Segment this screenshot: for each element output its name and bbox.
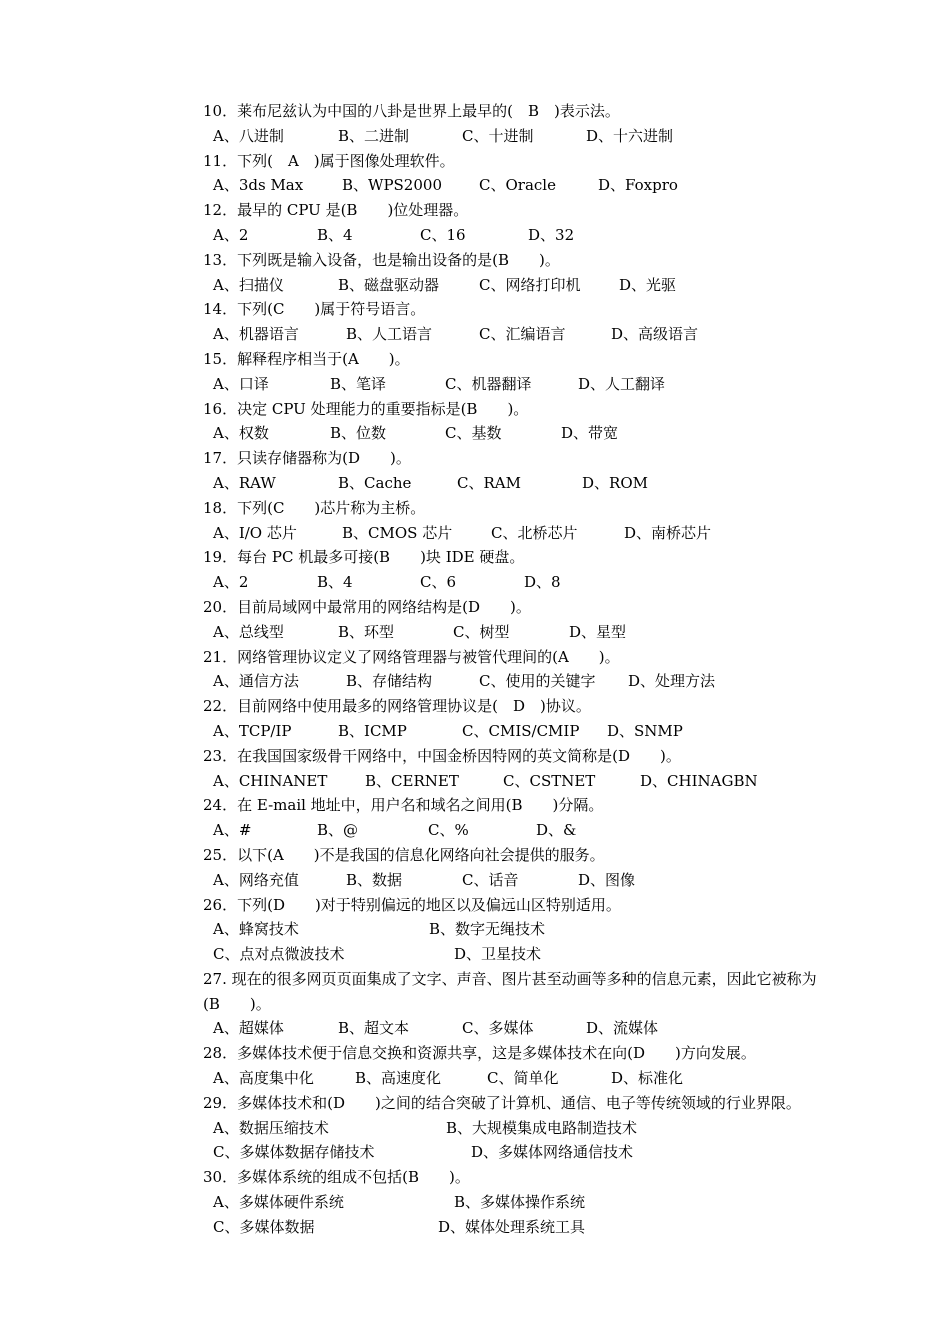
option-a: A、多媒体硬件系统 [213, 1193, 344, 1212]
option-a: A、口译 [213, 374, 269, 393]
options-16 [203, 421, 873, 446]
option-c: C、网络打印机 [479, 275, 581, 294]
option-b: B、ICMP [338, 721, 407, 740]
options-29-row2 [203, 1140, 873, 1165]
option-b: B、WPS2000 [342, 176, 442, 195]
options-23 [203, 769, 873, 794]
question-20: 20．目前局域网中最常用的网络结构是(D )。 [203, 597, 531, 616]
option-b: B、CMOS 芯片 [342, 523, 453, 542]
option-b: B、超文本 [338, 1019, 410, 1038]
option-a: A、# [213, 821, 252, 840]
option-a: A、RAW [213, 473, 276, 492]
option-c: C、基数 [445, 424, 502, 443]
question-17: 17．只读存储器称为(D )。 [203, 449, 411, 468]
question-11: 11．下列( A )属于图像处理软件。 [203, 151, 455, 170]
question-27: 27. 现在的很多网页页面集成了文字、声音、图片甚至动画等多种的信息元素，因此它被称为(B )。 [203, 969, 817, 1013]
option-b: B、大规模集成电路制造技术 [446, 1118, 638, 1137]
question-14: 14．下列(C )属于符号语言。 [203, 300, 426, 319]
question-21: 21．网络管理协议定义了网络管理器与被管代理间的(A )。 [203, 647, 620, 666]
option-b: B、多媒体操作系统 [454, 1193, 586, 1212]
option-a: A、I/O 芯片 [213, 523, 297, 542]
option-c: C、使用的关键字 [479, 672, 596, 691]
option-d: D、人工翻译 [578, 374, 666, 393]
option-c: C、简单化 [487, 1069, 559, 1088]
option-b: B、存储结构 [346, 672, 433, 691]
question-list [203, 99, 873, 1240]
option-c: C、Oracle [479, 176, 556, 195]
option-d: D、SNMP [607, 721, 683, 740]
option-d: D、媒体处理系统工具 [438, 1217, 586, 1236]
option-c: C、话音 [462, 870, 519, 889]
option-d: D、南桥芯片 [624, 523, 712, 542]
options-14 [203, 322, 873, 347]
options-28 [203, 1066, 873, 1091]
option-d: D、& [536, 821, 577, 840]
option-c: C、树型 [453, 622, 510, 641]
option-a: A、TCP/IP [213, 721, 292, 740]
options-13 [203, 273, 873, 298]
option-b: B、数字无绳技术 [429, 920, 546, 939]
options-24 [203, 818, 873, 843]
question-29: 29．多媒体技术和(D )之间的结合突破了计算机、通信、电子等传统领域的行业界限。 [203, 1093, 801, 1112]
option-b: B、人工语言 [346, 325, 433, 344]
options-30-row1 [203, 1190, 873, 1215]
option-a: A、CHINANET [213, 771, 328, 790]
options-10 [203, 124, 873, 149]
option-b: B、笔译 [330, 374, 387, 393]
option-d: D、高级语言 [611, 325, 699, 344]
option-d: D、卫星技术 [454, 945, 542, 964]
question-22: 22．目前网络中使用最多的网络管理协议是( D )协议。 [203, 697, 591, 716]
option-c: C、CMIS/CMIP [462, 721, 580, 740]
question-25: 25．以下(A )不是我国的信息化网络向社会提供的服务。 [203, 845, 605, 864]
question-24: 24．在 E-mail 地址中，用户名和域名之间用(B )分隔。 [203, 796, 604, 815]
option-d: D、Foxpro [598, 176, 678, 195]
option-c: C、点对点微波技术 [213, 945, 345, 964]
option-c: C、北桥芯片 [491, 523, 578, 542]
options-27 [203, 1016, 873, 1041]
option-c: C、% [428, 821, 469, 840]
option-a: A、2 [213, 573, 249, 592]
option-b: B、环型 [338, 622, 395, 641]
options-29-row1 [203, 1116, 873, 1141]
question-13: 13．下列既是输入设备，也是输出设备的是(B )。 [203, 250, 560, 269]
question-15: 15．解释程序相当于(A )。 [203, 349, 410, 368]
option-a: A、八进制 [213, 126, 284, 145]
options-20 [203, 620, 873, 645]
question-12: 12．最早的 CPU 是(B )位处理器。 [203, 201, 469, 220]
question-26: 26．下列(D )对于特别偏远的地区以及偏远山区特别适用。 [203, 895, 621, 914]
options-25 [203, 868, 873, 893]
option-c: C、机器翻译 [445, 374, 532, 393]
option-c: C、多媒体数据存储技术 [213, 1143, 375, 1162]
option-b: B、高速度化 [355, 1069, 442, 1088]
options-19 [203, 570, 873, 595]
question-23: 23．在我国国家级骨干网络中，中国金桥因特网的英文简称是(D )。 [203, 746, 681, 765]
option-a: A、机器语言 [213, 325, 299, 344]
option-c: C、汇编语言 [479, 325, 566, 344]
option-c: C、RAM [457, 473, 521, 492]
option-b: B、CERNET [365, 771, 459, 790]
question-10: 10．莱布尼兹认为中国的八卦是世界上最早的( B )表示法。 [203, 102, 620, 120]
option-b: B、Cache [338, 473, 412, 492]
option-c: C、CSTNET [503, 771, 596, 790]
option-a: A、总线型 [213, 622, 284, 641]
option-a: A、3ds Max [213, 176, 304, 195]
options-26-row2 [203, 942, 873, 967]
option-b: B、位数 [330, 424, 387, 443]
option-c: C、多媒体数据 [213, 1217, 315, 1236]
option-d: D、图像 [578, 870, 636, 889]
option-a: A、网络充值 [213, 870, 299, 889]
option-d: D、CHINAGBN [640, 771, 758, 790]
option-d: D、处理方法 [628, 672, 716, 691]
option-d: D、标准化 [611, 1069, 684, 1088]
option-c: C、十进制 [462, 126, 534, 145]
question-16: 16．决定 CPU 处理能力的重要指标是(B )。 [203, 399, 529, 418]
question-30: 30．多媒体系统的组成不包括(B )。 [203, 1168, 470, 1187]
option-a: A、高度集中化 [213, 1069, 314, 1088]
option-d: D、十六进制 [586, 126, 674, 145]
options-22 [203, 719, 873, 744]
option-d: D、星型 [569, 622, 627, 641]
option-b: B、数据 [346, 870, 403, 889]
options-18 [203, 521, 873, 546]
option-a: A、通信方法 [213, 672, 299, 691]
options-26-row1 [203, 917, 873, 942]
option-a: A、2 [213, 225, 249, 244]
option-b: B、磁盘驱动器 [338, 275, 440, 294]
option-d: D、8 [524, 573, 561, 592]
option-c: C、多媒体 [462, 1019, 534, 1038]
question-19: 19．每台 PC 机最多可接(B )块 IDE 硬盘。 [203, 548, 525, 567]
option-a: A、蜂窝技术 [213, 920, 299, 939]
options-30-row2 [203, 1215, 873, 1240]
question-28: 28．多媒体技术便于信息交换和资源共享，这是多媒体技术在向(D )方向发展。 [203, 1044, 756, 1063]
options-11 [203, 173, 873, 198]
option-d: D、32 [528, 225, 575, 244]
option-c: C、16 [420, 225, 466, 244]
option-a: A、数据压缩技术 [213, 1118, 329, 1137]
option-d: D、ROM [582, 473, 648, 492]
option-b: B、4 [317, 573, 353, 592]
option-a: A、扫描仪 [213, 275, 284, 294]
option-d: D、流媒体 [586, 1019, 659, 1038]
option-d: D、带宽 [561, 424, 619, 443]
option-c: C、6 [420, 573, 457, 592]
options-17 [203, 471, 873, 496]
options-15 [203, 372, 873, 397]
option-d: D、多媒体网络通信技术 [471, 1143, 634, 1162]
options-12 [203, 223, 873, 248]
option-b: B、4 [317, 225, 353, 244]
options-21 [203, 669, 873, 694]
option-d: D、光驱 [619, 275, 677, 294]
option-b: B、二进制 [338, 126, 410, 145]
option-a: A、超媒体 [213, 1019, 284, 1038]
question-18: 18．下列(C )芯片称为主桥。 [203, 498, 426, 517]
option-a: A、权数 [213, 424, 269, 443]
option-b: B、@ [317, 821, 359, 840]
